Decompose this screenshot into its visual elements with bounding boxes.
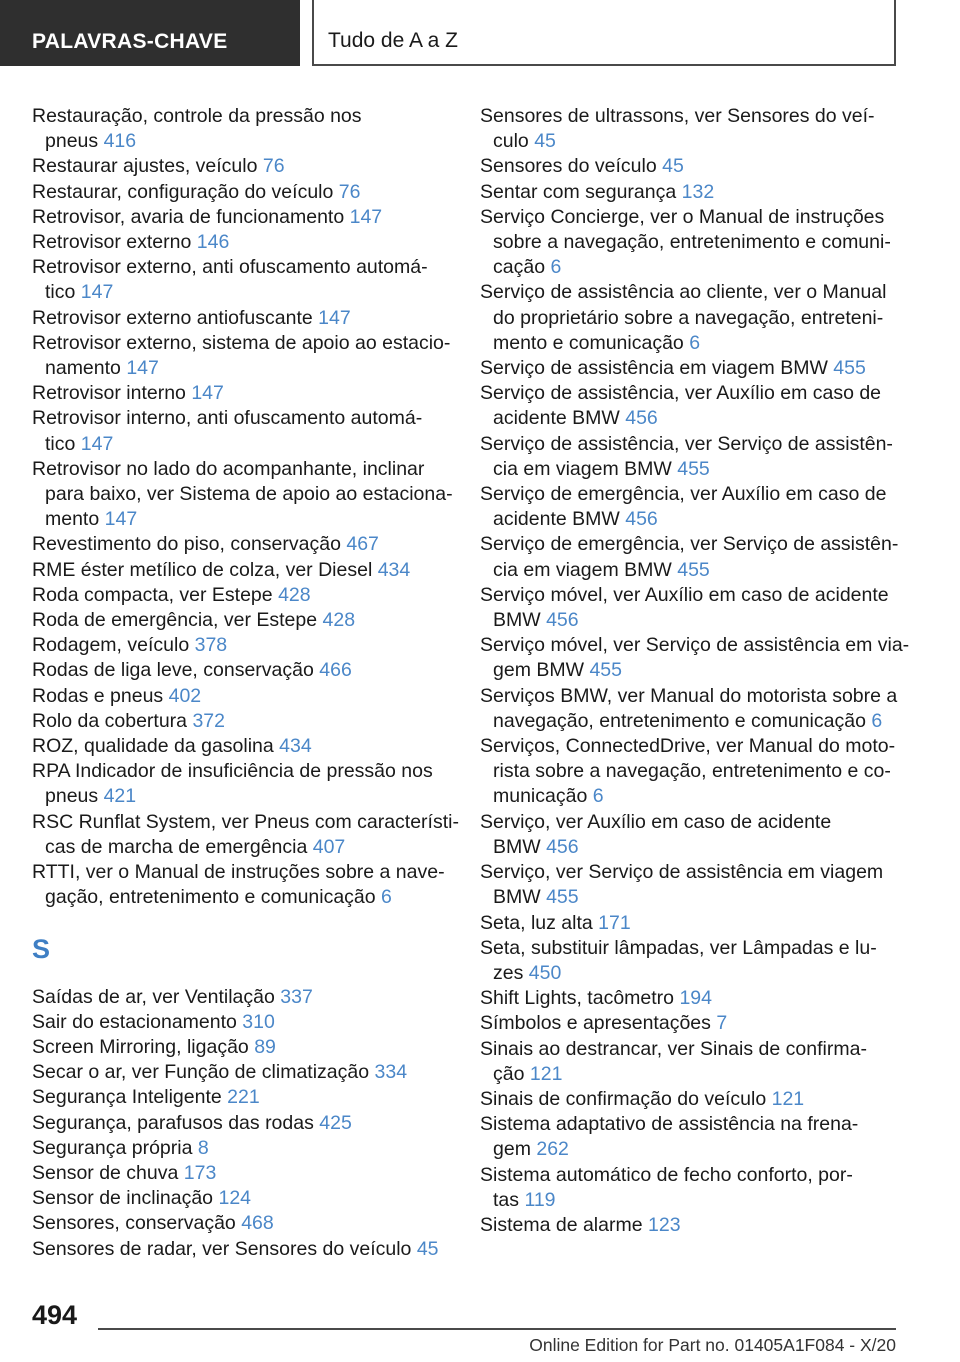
entry-text: Retrovisor externo antiofuscante — [32, 306, 313, 329]
index-entry — [480, 986, 900, 1011]
entry-text: Serviço de assistência ao cliente, ver o Manual — [480, 281, 887, 304]
index-entry — [480, 1037, 900, 1087]
index-entry — [32, 331, 452, 381]
entry-text: RTTI, ver o Manual de instruções sobre a nave- — [32, 861, 445, 884]
page-reference-link[interactable]: 455 — [589, 659, 622, 682]
index-entry — [32, 583, 452, 608]
index-entry — [480, 1213, 900, 1238]
entry-text: gação, entretenimento e comunicação — [45, 886, 376, 909]
page-number: 494 — [32, 1300, 78, 1330]
page-reference-link[interactable]: 147 — [126, 357, 159, 380]
entry-text: tas — [493, 1188, 520, 1211]
index-entry — [480, 356, 900, 381]
entry-text: Roda compacta, ver Estepe — [32, 583, 273, 606]
entry-text: gem BMW — [493, 659, 585, 682]
page-reference-link[interactable]: 428 — [322, 609, 356, 632]
entry-text: Segurança própria — [32, 1136, 193, 1159]
index-entry — [32, 1010, 452, 1035]
entry-text: Secar o ar, ver Função de climatização — [32, 1061, 370, 1084]
section-tab: PALAVRAS-CHAVE — [0, 0, 300, 66]
index-entry — [32, 608, 452, 633]
page-reference-link[interactable]: 425 — [319, 1111, 352, 1134]
index-entry — [32, 381, 452, 406]
page-reference-link[interactable]: 132 — [681, 180, 715, 203]
index-entry — [32, 1211, 452, 1236]
entry-text: Rodas de liga leve, conservação — [32, 659, 314, 682]
entry-text: BMW — [493, 609, 541, 632]
entry-text: Shift Lights, tacômetro — [480, 987, 675, 1010]
index-entry — [32, 1085, 452, 1110]
index-entry — [32, 1161, 452, 1186]
page-reference-link[interactable]: 6 — [689, 331, 701, 354]
entry-text: Serviço, ver Serviço de assistência em viagem — [480, 861, 884, 884]
index-entry — [32, 1060, 452, 1085]
page-reference-link[interactable]: 6 — [871, 709, 883, 732]
entry-text: Seta, substituir lâmpadas, ver Lâmpadas e lu- — [480, 936, 877, 959]
page-reference-link[interactable]: 146 — [196, 231, 230, 254]
index-group-r — [32, 104, 459, 911]
index-entry — [480, 936, 900, 986]
entry-text: Rodas e pneus — [32, 684, 164, 707]
index-entry — [32, 759, 452, 809]
page-reference-link[interactable]: 8 — [197, 1136, 209, 1159]
entry-text: RPA Indicador de insuficiência de pressão nos — [32, 760, 433, 783]
entry-text: Serviço móvel, ver Auxílio em caso de acidente — [480, 583, 889, 606]
entry-text: Serviço de assistência em viagem BMW — [480, 357, 828, 380]
index-entry — [480, 860, 900, 910]
index-entry — [480, 1087, 900, 1112]
entry-text: acidente BMW — [493, 407, 620, 430]
index-column-left — [32, 104, 459, 1262]
entry-text: Serviço de emergência, ver Auxílio em caso de — [480, 483, 887, 506]
index-entry — [32, 1186, 452, 1211]
entry-text: Serviços, ConnectedDrive, ver Manual do moto- — [480, 735, 896, 758]
entry-text: Sensores, conservação — [32, 1212, 236, 1235]
edition-footer: Online Edition for Part no. 01405A1F084 - X/20 — [529, 1335, 896, 1355]
entry-text: gem — [493, 1138, 531, 1161]
index-entry — [480, 810, 900, 860]
page-reference-link[interactable]: 76 — [262, 155, 285, 178]
chapter-title-tab: Tudo de A a Z — [312, 0, 896, 66]
index-entry — [480, 432, 900, 482]
index-entry — [32, 306, 452, 331]
index-entry — [32, 684, 452, 709]
entry-text: Sensor de inclinação — [32, 1187, 214, 1210]
page-reference-link[interactable]: 467 — [346, 533, 379, 556]
entry-text: Sentar com segurança — [480, 180, 677, 203]
page-reference-link[interactable]: 262 — [536, 1138, 569, 1161]
page-reference-link[interactable]: 434 — [377, 558, 411, 581]
page-reference-link[interactable]: 45 — [534, 130, 556, 153]
page-reference-link[interactable]: 455 — [677, 457, 710, 480]
page-reference-link[interactable]: 171 — [598, 911, 631, 934]
entry-text: Serviço de assistência, ver Serviço de assistên- — [480, 432, 893, 455]
page-reference-link[interactable]: 89 — [254, 1035, 276, 1058]
index-entry — [480, 1163, 900, 1213]
page-reference-link[interactable]: 434 — [279, 735, 312, 758]
entry-text: pneus — [45, 130, 99, 153]
page-reference-link[interactable]: 221 — [227, 1086, 260, 1109]
entry-text: Sistema de alarme — [480, 1213, 643, 1236]
entry-text: cia em viagem BMW — [493, 457, 672, 480]
entry-text: Retrovisor externo, sistema de apoio ao estacio- — [32, 331, 451, 354]
entry-text: RSC Runflat System, ver Pneus com característi- — [32, 810, 459, 833]
entry-text: Serviço Concierge, ver o Manual de instruções — [480, 205, 885, 228]
index-entry — [32, 985, 452, 1010]
index-entry — [480, 911, 900, 936]
entry-text: BMW — [493, 886, 541, 909]
entry-text: Serviço móvel, ver Serviço de assistência em via- — [480, 634, 910, 657]
index-entry — [32, 230, 452, 255]
page-reference-link[interactable]: 456 — [546, 835, 579, 858]
index-group-s — [32, 985, 452, 1262]
index-entry — [32, 532, 452, 557]
page-reference-link[interactable]: 6 — [592, 785, 604, 808]
entry-text: Screen Mirroring, ligação — [32, 1035, 249, 1058]
entry-text: zes — [493, 961, 524, 984]
index-entry — [480, 104, 900, 154]
entry-text: Segurança, parafusos das rodas — [32, 1111, 314, 1134]
page-reference-link[interactable]: 147 — [80, 281, 114, 304]
entry-text: Serviço de assistência, ver Auxílio em caso de — [480, 382, 882, 405]
page-reference-link[interactable]: 456 — [625, 508, 658, 531]
page-reference-link[interactable]: 416 — [103, 130, 137, 153]
page-reference-link[interactable]: 455 — [677, 558, 710, 581]
entry-text: municação — [493, 785, 588, 808]
entry-text: pneus — [45, 785, 99, 808]
index-entry — [480, 583, 900, 633]
page-reference-link[interactable]: 337 — [280, 985, 313, 1008]
index-entry — [32, 205, 452, 230]
page-reference-link[interactable]: 147 — [191, 382, 224, 405]
index-entry — [32, 658, 452, 683]
page-reference-link[interactable]: 372 — [192, 709, 225, 732]
index-entry — [480, 381, 900, 431]
entry-text: Sensores do veículo — [480, 155, 657, 178]
index-entry — [480, 532, 900, 582]
entry-text: Sistema adaptativo de assistência na frena- — [480, 1113, 859, 1136]
index-entry — [32, 154, 452, 179]
index-group-s-continued — [480, 104, 910, 1238]
index-entry — [32, 734, 452, 759]
index-entry — [32, 457, 452, 533]
page-reference-link[interactable]: 124 — [218, 1187, 252, 1210]
page-reference-link[interactable]: 76 — [338, 180, 361, 203]
entry-text: Sinais ao destrancar, ver Sinais de confirma- — [480, 1037, 867, 1060]
page-reference-link[interactable]: 455 — [546, 886, 579, 909]
entry-text: Sensores de radar, ver Sensores do veículo — [32, 1237, 412, 1260]
index-entry — [480, 280, 900, 356]
page-reference-link[interactable]: 456 — [625, 407, 658, 430]
entry-text: navegação, entretenimento e comunicação — [493, 709, 866, 732]
entry-text: tico — [45, 281, 76, 304]
entry-text: Sistema automático de fecho conforto, por- — [480, 1163, 853, 1186]
section-letter-s: S — [32, 933, 51, 964]
entry-text: culo — [493, 130, 529, 153]
entry-text: Retrovisor interno, anti ofuscamento automá- — [32, 407, 423, 430]
index-column-right — [480, 104, 910, 1238]
page-reference-link[interactable]: 450 — [528, 961, 562, 984]
entry-text: mento — [45, 508, 100, 531]
entry-text: para baixo, ver Sistema de apoio ao estaciona- — [45, 483, 453, 506]
entry-text: BMW — [493, 835, 541, 858]
index-entry — [32, 406, 452, 456]
page-reference-link[interactable]: 147 — [318, 306, 351, 329]
entry-text: Sensores de ultrassons, ver Sensores do veí- — [480, 105, 875, 127]
page-reference-link[interactable]: 402 — [168, 684, 202, 707]
entry-text: Serviços BMW, ver Manual do motorista sobre a — [480, 684, 898, 707]
entry-text: Revestimento do piso, conservação — [32, 533, 341, 556]
page-reference-link[interactable]: 121 — [771, 1087, 805, 1110]
entry-text: Retrovisor interno — [32, 382, 186, 405]
footer-divider — [98, 1328, 896, 1330]
index-entry — [32, 633, 452, 658]
page-reference-link[interactable]: 421 — [103, 785, 137, 808]
entry-text: Retrovisor, avaria de funcionamento — [32, 205, 345, 228]
entry-text: Roda de emergência, ver Estepe — [32, 609, 318, 632]
page-reference-link[interactable]: 428 — [278, 583, 311, 606]
index-entry — [32, 558, 452, 583]
index-entry — [480, 482, 900, 532]
page-reference-link[interactable]: 147 — [104, 508, 138, 531]
entry-text: mento e comunicação — [493, 331, 684, 354]
entry-text: Rolo da cobertura — [32, 709, 188, 732]
page-reference-link[interactable]: 119 — [524, 1188, 556, 1211]
page-reference-link[interactable]: 466 — [319, 659, 352, 682]
entry-text: Segurança Inteligente — [32, 1086, 222, 1109]
entry-text: acidente BMW — [493, 508, 620, 531]
entry-text: Seta, luz alta — [480, 911, 593, 934]
index-entry — [480, 633, 910, 683]
page-reference-link[interactable]: 378 — [194, 634, 228, 657]
page-reference-link[interactable]: 407 — [312, 835, 346, 858]
page-reference-link[interactable]: 334 — [374, 1061, 408, 1084]
entry-text: Restaurar ajustes, veículo — [32, 155, 258, 178]
entry-text: Restaurar, configuração do veículo — [32, 180, 334, 203]
entry-text: Serviço, ver Auxílio em caso de acidente — [480, 810, 832, 833]
entry-text: Retrovisor no lado do acompanhante, inclinar — [32, 457, 425, 480]
index-entry — [480, 1112, 900, 1162]
entry-text: do proprietário sobre a navegação, entreteni- — [493, 306, 884, 329]
entry-text: tico — [45, 432, 76, 455]
entry-text: Sair do estacionamento — [32, 1010, 237, 1033]
index-entry — [32, 104, 452, 154]
entry-text: Símbolos e apresentações — [480, 1012, 711, 1035]
page-reference-link[interactable]: 6 — [550, 256, 562, 279]
entry-text: namento — [45, 357, 121, 380]
index-entry — [32, 255, 452, 305]
page-reference-link[interactable]: 456 — [546, 609, 579, 632]
entry-text: Retrovisor externo — [32, 231, 192, 254]
index-entry — [480, 1011, 900, 1036]
page-reference-link[interactable]: 121 — [529, 1062, 563, 1085]
entry-text: rista sobre a navegação, entretenimento e co- — [493, 760, 891, 783]
index-entry — [32, 180, 452, 205]
page-header — [0, 0, 960, 66]
page-reference-link[interactable]: 6 — [381, 886, 392, 909]
page-reference-link[interactable]: 147 — [80, 432, 114, 455]
entry-text: Serviço de emergência, ver Serviço de assistên- — [480, 533, 899, 556]
index-entry — [480, 684, 900, 734]
page-reference-link[interactable]: 45 — [662, 155, 684, 178]
page-reference-link[interactable]: 147 — [349, 205, 383, 228]
page-reference-link[interactable]: 7 — [716, 1012, 728, 1035]
entry-text: Sinais de confirmação do veículo — [480, 1087, 767, 1110]
entry-text: Restauração, controle da pressão nos — [32, 105, 362, 127]
page-reference-link[interactable]: 310 — [242, 1010, 275, 1033]
index-entry — [32, 1111, 452, 1136]
page-reference-link[interactable]: 123 — [648, 1213, 681, 1236]
entry-text: sobre a navegação, entretenimento e comuni- — [493, 231, 891, 254]
entry-text: Sensor de chuva — [32, 1161, 179, 1184]
index-entry — [32, 1136, 452, 1161]
entry-text: cas de marcha de emergência — [45, 835, 308, 858]
entry-text: cia em viagem BMW — [493, 558, 672, 581]
entry-text: RME éster metílico de colza, ver Diesel — [32, 558, 373, 581]
page-reference-link[interactable]: 173 — [183, 1161, 217, 1184]
index-entry — [480, 734, 900, 810]
index-entry — [32, 810, 459, 860]
index-entry — [32, 860, 452, 910]
page-reference-link[interactable]: 194 — [679, 987, 712, 1010]
index-entry — [480, 205, 900, 281]
entry-text: ção — [493, 1062, 525, 1085]
index-entry — [32, 709, 452, 734]
entry-text: cação — [493, 256, 546, 279]
page-reference-link[interactable]: 468 — [241, 1212, 274, 1235]
entry-text: Retrovisor externo, anti ofuscamento automá- — [32, 256, 428, 279]
page-reference-link[interactable]: 45 — [416, 1237, 439, 1260]
entry-text: ROZ, qualidade da gasolina — [32, 735, 274, 758]
entry-text: Rodagem, veículo — [32, 634, 190, 657]
index-entry — [480, 154, 900, 179]
index-entry — [32, 1035, 452, 1060]
index-entry — [480, 180, 900, 205]
index-entry — [32, 1237, 452, 1262]
entry-text: Saídas de ar, ver Ventilação — [32, 985, 275, 1008]
page-reference-link[interactable]: 455 — [833, 357, 866, 380]
